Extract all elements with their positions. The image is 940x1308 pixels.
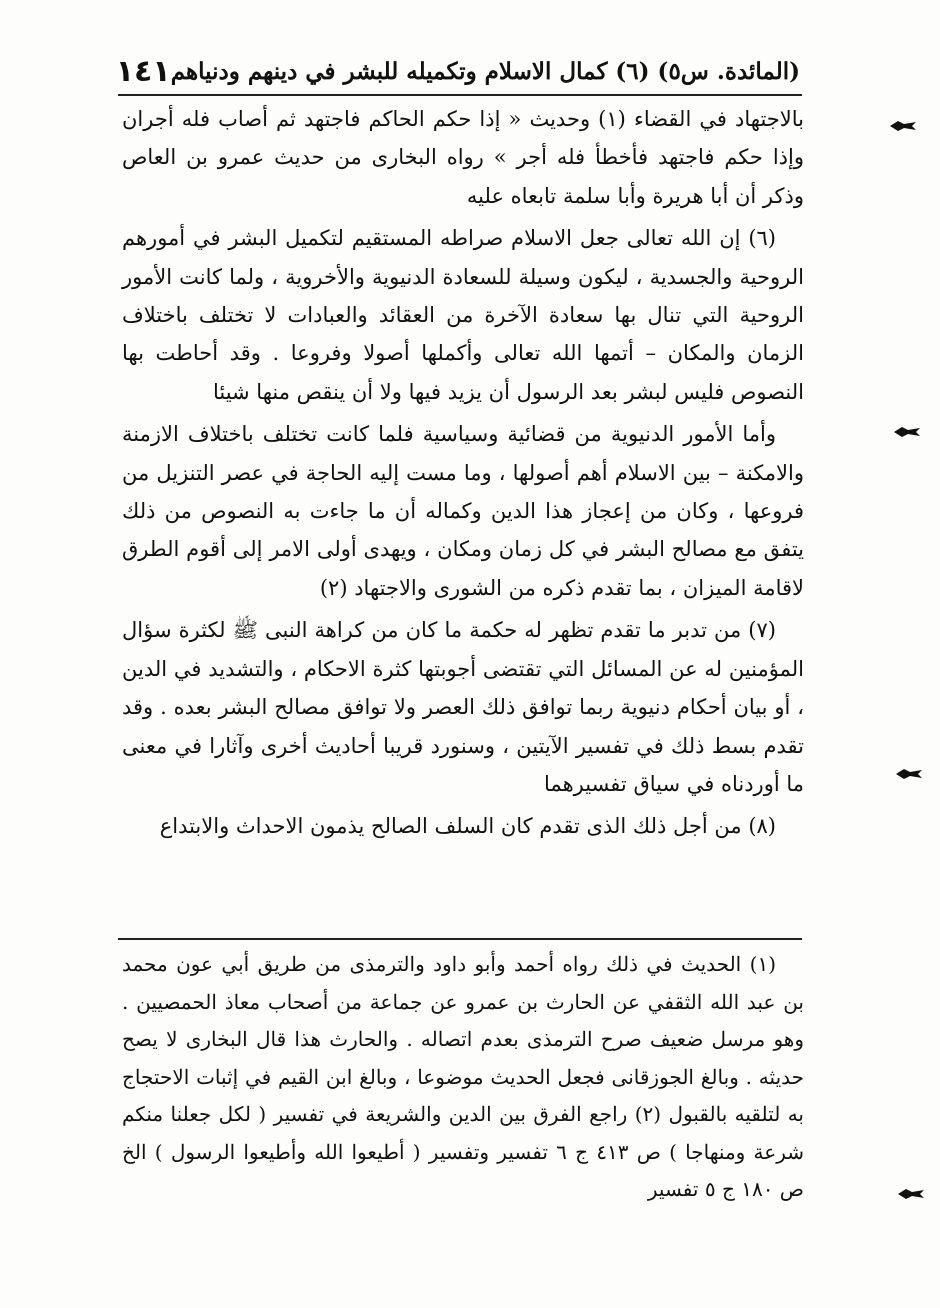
footnotes <box>122 946 804 1209</box>
main-text <box>122 100 804 850</box>
paragraph-8: (٨) من أجل ذلك الذى تقدم كان السلف الصالح يذمون الاحداث والابتداع <box>159 814 776 839</box>
header-rule <box>118 94 802 96</box>
footnote-text: (١) الحديث في ذلك رواه أحمد وأبو داود والترمذى من طريق أبي عون محمد بن عبد الله الثقفي عن الحارث بن عمرو عن جماعة من أصحاب معاذ الحمصيين . وهو مرسل ضعيف صرح الترمذى بعدم اتصاله . والحارث هذا قال البخارى لا يصح حديثه . وبالغ الجوزقانى فجعل الحديث موضوعا ، وبالغ ابن القيم في إثبات الاحتجاج به لتلقيه بالقبول (٢) راجع الفرق بين الدين والشريعة في تفسير ( لكل جعلنا منكم شرعة ومنهاجا ) ص ٤١٣ ج ٦ تفسير وتفسير ( أطيعوا الله وأطيعوا الرسول ) الخ ص ١٨٠ ج ٥ تفسير <box>122 952 805 1201</box>
page-number: ١٤١ <box>115 53 171 89</box>
binder-mark-icon <box>898 1188 924 1200</box>
binder-mark-icon <box>896 768 922 780</box>
paragraph-7: (٧) من تدبر ما تقدم تظهر له حكمة ما كان من كراهة النبى ﷺ لكثرة سؤال المؤمنين له عن المسائل التي تقتضى أجوبتها كثرة الاحكام ، والتشديد في الدين ، أو بيان أحكام دنيوية ربما توافق ذلك العصر ولا توافق مصالح البشر بعده . وقد تقدم بسط ذلك في تفسير الآيتين ، وسنورد قريبا أحاديث أخرى وآثارا في معنى ما أوردناه في سياق تفسيرهما <box>122 618 804 796</box>
paragraph-6-continued: وأما الأمور الدنيوية من قضائية وسياسية فلما كانت تختلف باختلاف الازمنة والامكنة – بين الاسلام أهم أصولها ، وما مست إليه الحاجة في عصر التنزيل من فروعها ، وكان من إعجاز هذا الدين وكماله أن ما جاءت به النصوص من ذلك يتفق مع مصالح البشر في كل زمان ومكان ، ويهدى أولى الامر إلى أقوم الطرق لاقامة الميزان ، بما تقدم ذكره من الشورى والاجتهاد (٢) <box>122 422 804 600</box>
running-header <box>115 48 800 94</box>
binder-mark-icon <box>894 426 920 438</box>
paragraph-continuation: بالاجتهاد في القضاء (١) وحديث « إذا حكم الحاكم فاجتهد ثم أصاب فله أجران وإذا حكم فاجتهد فأخطأ فله أجر » رواه البخارى من حديث عمرو بن العاص وذكر أن أبا هريرة وأبا سلمة تابعاه عليه <box>122 107 804 208</box>
paragraph-6: (٦) إن الله تعالى جعل الاسلام صراطه المستقيم لتكميل البشر في أمورهم الروحية والجسدية ، ليكون وسيلة للسعادة الدنيوية والأخروية ، ولما كانت الأمور الروحية التي تنال بها سعادة الآخرة من العقائد والعبادات لا تختلف باختلاف الزمان والمكان – أتمها الله تعالى وأكملها أصولا وفروعا . وقد أحاطت بها النصوص فليس لبشر بعد الرسول أن يزيد فيها ولا أن ينقص منها شيئا <box>122 226 805 404</box>
footnote-rule <box>118 938 802 940</box>
header-title: (المائدة. س٥) (٦) كمال الاسلام وتكميله للبشر في دينهم ودنياهم <box>170 57 800 85</box>
binder-mark-icon <box>890 120 916 132</box>
